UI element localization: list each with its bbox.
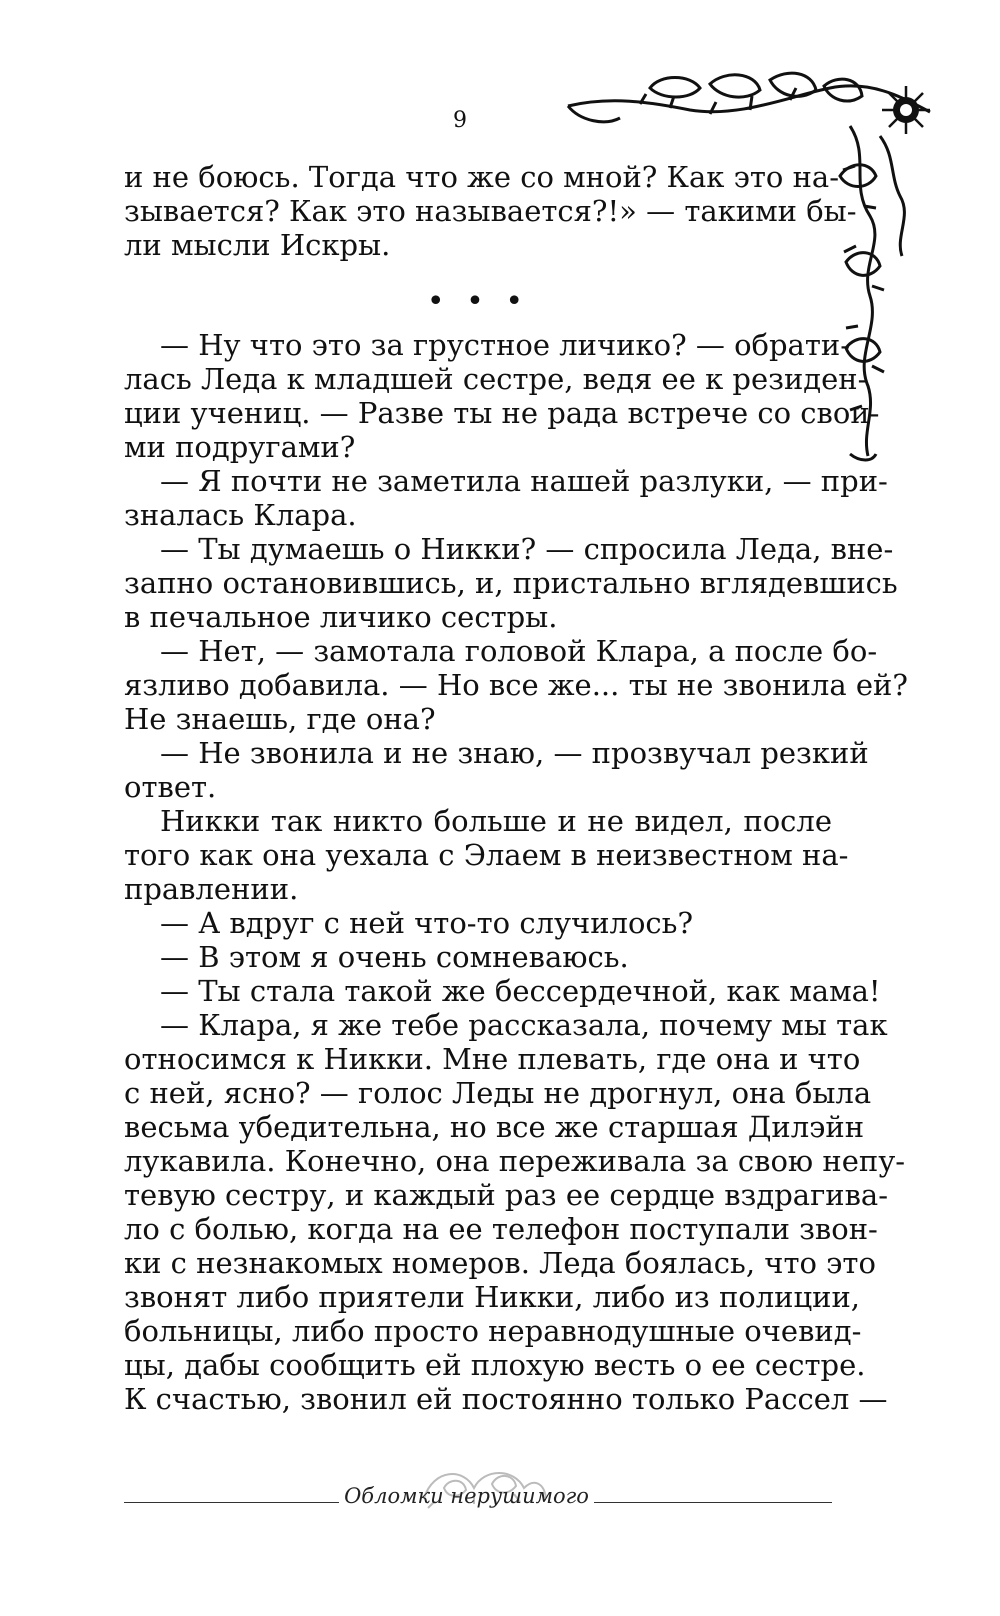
text-line: с ней, ясно? — голос Леды не дрогнул, она была [124,1076,872,1110]
text-line: относимся к Никки. Мне плевать, где она и что [124,1042,861,1076]
text-line: — Ты стала такой же бессердечной, как мама! [160,974,881,1008]
paragraph [124,160,857,262]
text-line: язливо добавила. — Но все же... ты не звонила ей? [124,668,908,702]
text-line: ми подругами? [124,430,356,464]
paragraph [124,328,880,464]
footer-book-title: Обломки нерушимого [344,1484,589,1508]
page-footer [124,1458,832,1528]
paragraph [124,736,869,804]
paragraph [124,464,888,532]
text-line: — Не звонила и не знаю, — прозвучал резкий [160,736,869,770]
page-number: 9 [453,108,467,133]
text-line: лукавила. Конечно, она переживала за свою непу- [124,1144,906,1178]
text-line: того как она уехала с Элаем в неизвестном на- [124,838,849,872]
text-line: — Клара, я же тебе рассказала, почему мы так [160,1008,888,1042]
paragraph [124,634,908,736]
paragraph [124,1008,906,1416]
text-line: тевую сестру, и каждый раз ее сердце вздрагива- [124,1178,889,1212]
text-line: — А вдруг с ней что-то случилось? [160,906,694,940]
text-line: — Ну что это за грустное личико? — обрати- [160,328,851,362]
page-body [124,160,908,1416]
text-line: — Ты думаешь о Никки? — спросила Леда, вне- [160,532,894,566]
text-line: правлении. [124,872,299,906]
text-line: зналась Клара. [124,498,357,532]
paragraph [124,940,832,974]
text-line: лась Леда к младшей сестре, ведя ее к резиден- [124,362,868,396]
text-line: — Я почти не заметила нашей разлуки, — при- [160,464,888,498]
section-separator: • • • [426,284,530,319]
text-line: зывается? Как это называется?!» — такими бы- [124,194,857,228]
paragraph [124,804,849,906]
text-line: и не боюсь. Тогда что же со мной? Как это на- [124,160,840,194]
paragraph [124,974,881,1008]
text-line: — В этом я очень сомневаюсь. [160,940,629,974]
text-line: звонят либо приятели Никки, либо из полиции, [124,1280,861,1314]
text-line: — Нет, — замотала головой Клара, а после бо- [160,634,878,668]
text-line: ло с болью, когда на ее телефон поступали звон- [124,1212,878,1246]
text-line: больницы, либо просто неравнодушные очевид- [124,1314,862,1348]
text-line: К счастью, звонил ей постоянно только Рассел — [124,1382,888,1416]
text-line: весьма убедительна, но все же старшая Дилэйн [124,1110,865,1144]
text-line: ли мысли Искры. [124,228,391,262]
paragraph [124,906,832,940]
text-line: ки с незнакомых номеров. Леда боялась, что это [124,1246,876,1280]
text-line: цы, дабы сообщить ей плохую весть о ее сестре. [124,1348,866,1382]
text-line: Не знаешь, где она? [124,702,436,736]
text-line: Никки так никто больше и не видел, после [160,804,832,838]
footer-rule-right [594,1502,832,1503]
text-line: ответ. [124,770,217,804]
footer-rule-left [124,1502,339,1503]
text-line: в печальное личико сестры. [124,600,558,634]
text-line: запно остановившись, и, пристально вглядевшись [124,566,898,600]
text-line: ции учениц. — Разве ты не рада встрече со свои- [124,396,880,430]
paragraph [124,532,898,634]
